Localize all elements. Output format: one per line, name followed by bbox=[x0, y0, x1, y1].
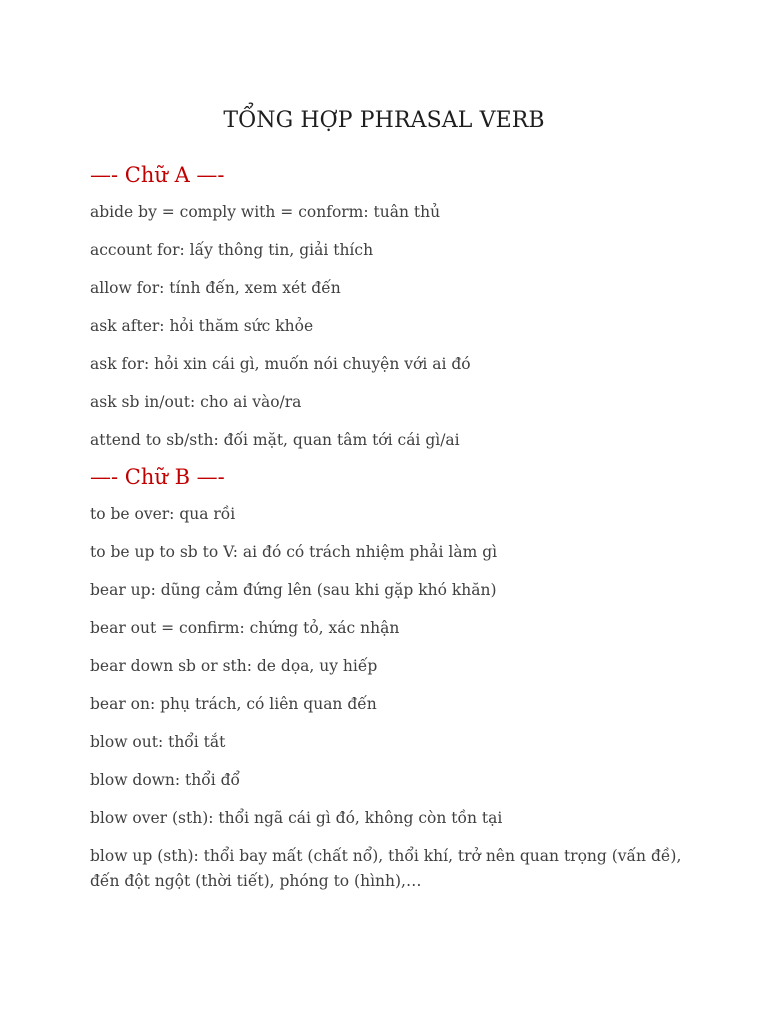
phrasal-verb-entry: bear on: phụ trách, có liên quan đến bbox=[90, 695, 377, 713]
section-a bbox=[90, 160, 690, 453]
section-heading-b: —- Chữ B —- bbox=[90, 465, 225, 489]
phrasal-verb-entry: ask for: hỏi xin cái gì, muốn nói chuyện với ai đó bbox=[90, 355, 471, 373]
phrasal-verb-entry: ask after: hỏi thăm sức khỏe bbox=[90, 317, 314, 335]
section-heading-a: —- Chữ A —- bbox=[90, 163, 225, 187]
phrasal-verb-entry: bear down sb or sth: de dọa, uy hiếp bbox=[90, 657, 378, 675]
phrasal-verb-entry: blow over (sth): thổi ngã cái gì đó, không còn tồn tại bbox=[90, 809, 503, 827]
phrasal-verb-entry: allow for: tính đến, xem xét đến bbox=[90, 279, 341, 297]
document-title: TỔNG HỢP PHRASAL VERB bbox=[223, 108, 545, 133]
phrasal-verb-entry: blow out: thổi tắt bbox=[90, 733, 226, 751]
phrasal-verb-entry: ask sb in/out: cho ai vào/ra bbox=[90, 393, 302, 411]
phrasal-verb-entry: abide by = comply with = conform: tuân thủ bbox=[90, 203, 441, 221]
phrasal-verb-entry: to be up to sb to V: ai đó có trách nhiệm phải làm gì bbox=[90, 543, 498, 561]
phrasal-verb-entry: blow up (sth): thổi bay mất (chất nổ), thổi khí, trở nên quan trọng (vấn đề), đến đột ngột (thời tiết), phóng to (hình),… bbox=[90, 847, 682, 890]
phrasal-verb-entry: attend to sb/sth: đối mặt, quan tâm tới cái gì/ai bbox=[90, 431, 460, 449]
section-b bbox=[90, 462, 690, 894]
document-page bbox=[90, 104, 690, 907]
phrasal-verb-entry: blow down: thổi đổ bbox=[90, 771, 241, 789]
phrasal-verb-entry: bear up: dũng cảm đứng lên (sau khi gặp khó khăn) bbox=[90, 581, 497, 599]
phrasal-verb-entry: bear out = confirm: chứng tỏ, xác nhận bbox=[90, 619, 400, 637]
phrasal-verb-entry: to be over: qua rồi bbox=[90, 505, 236, 523]
phrasal-verb-entry: account for: lấy thông tin, giải thích bbox=[90, 241, 374, 259]
